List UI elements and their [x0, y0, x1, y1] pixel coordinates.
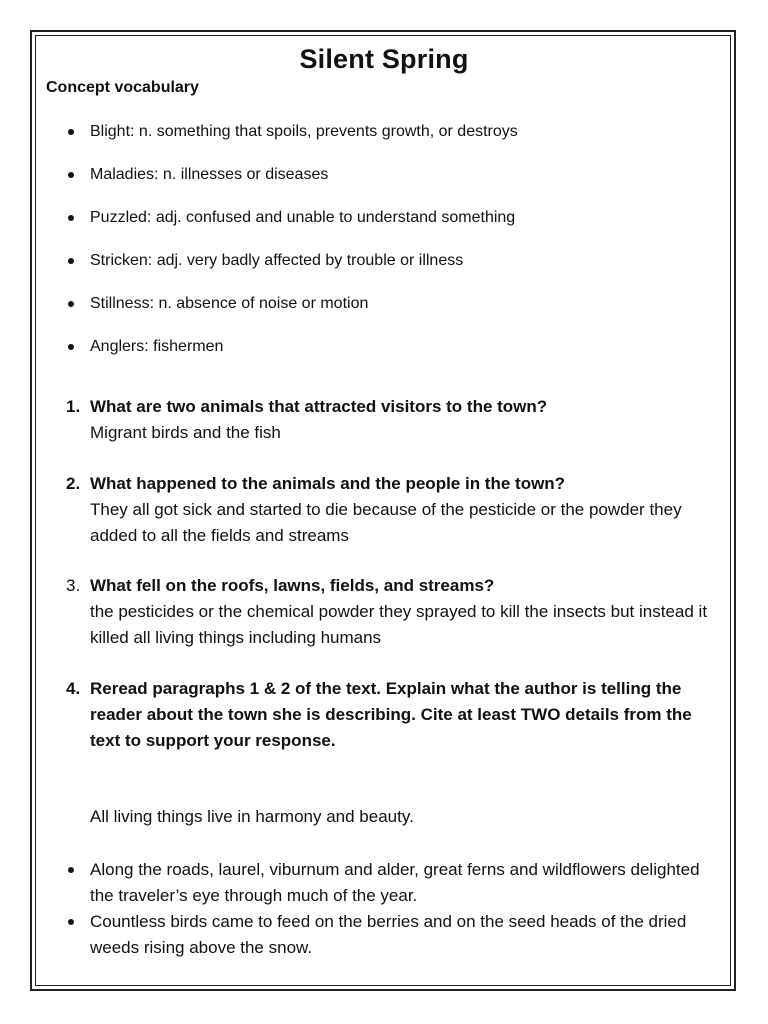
document-title: Silent Spring [299, 44, 469, 74]
question-number: 3. [66, 576, 81, 595]
bullet-icon [68, 129, 74, 135]
question-text: What happened to the animals and the people in the town? [90, 474, 566, 493]
answer-text: Migrant birds and the fish [90, 423, 281, 442]
answer-text: They all got sick and started to die because of the pesticide or the powder they added to all the fields and streams [90, 500, 682, 545]
question-text: What are two animals that attracted visitors to the town? [90, 397, 548, 416]
vocab-item-anglers: Anglers: fishermen [90, 338, 224, 355]
question-number: 2. [66, 474, 81, 493]
answer-text: All living things live in harmony and beauty. [90, 807, 414, 826]
bullet-icon [68, 301, 74, 307]
detail-item: Along the roads, laurel, viburnum and alder, great ferns and wildflowers delighted the traveler’s eye through much of the year. [90, 860, 700, 905]
bullet-icon [68, 215, 74, 221]
answer-text: the pesticides or the chemical powder they sprayed to kill the insects but instead it killed all living things including humans [90, 602, 708, 647]
bullet-icon [68, 867, 74, 873]
section-heading-vocabulary: Concept vocabulary [46, 79, 199, 96]
vocab-item-puzzled: Puzzled: adj. confused and unable to understand something [90, 209, 516, 226]
detail-item: Countless birds came to feed on the berries and on the seed heads of the dried weeds rising above the snow. [90, 912, 687, 957]
question-number: 1. [66, 397, 81, 416]
question-number: 4. [66, 679, 81, 698]
bullet-icon [68, 172, 74, 178]
bullet-icon [68, 258, 74, 264]
vocab-item-stillness: Stillness: n. absence of noise or motion [90, 295, 369, 312]
bullet-icon [68, 344, 74, 350]
vocab-item-blight: Blight: n. something that spoils, prevents growth, or destroys [90, 123, 518, 140]
bullet-icon [68, 919, 74, 925]
question-text: What fell on the roofs, lawns, fields, and streams? [90, 576, 495, 595]
vocab-item-maladies: Maladies: n. illnesses or diseases [90, 166, 329, 183]
vocab-item-stricken: Stricken: adj. very badly affected by trouble or illness [90, 252, 464, 269]
question-text: Reread paragraphs 1 & 2 of the text. Explain what the author is telling the reader about the town she is describing. Cite at least TWO details from the text to support your response. [90, 679, 692, 750]
